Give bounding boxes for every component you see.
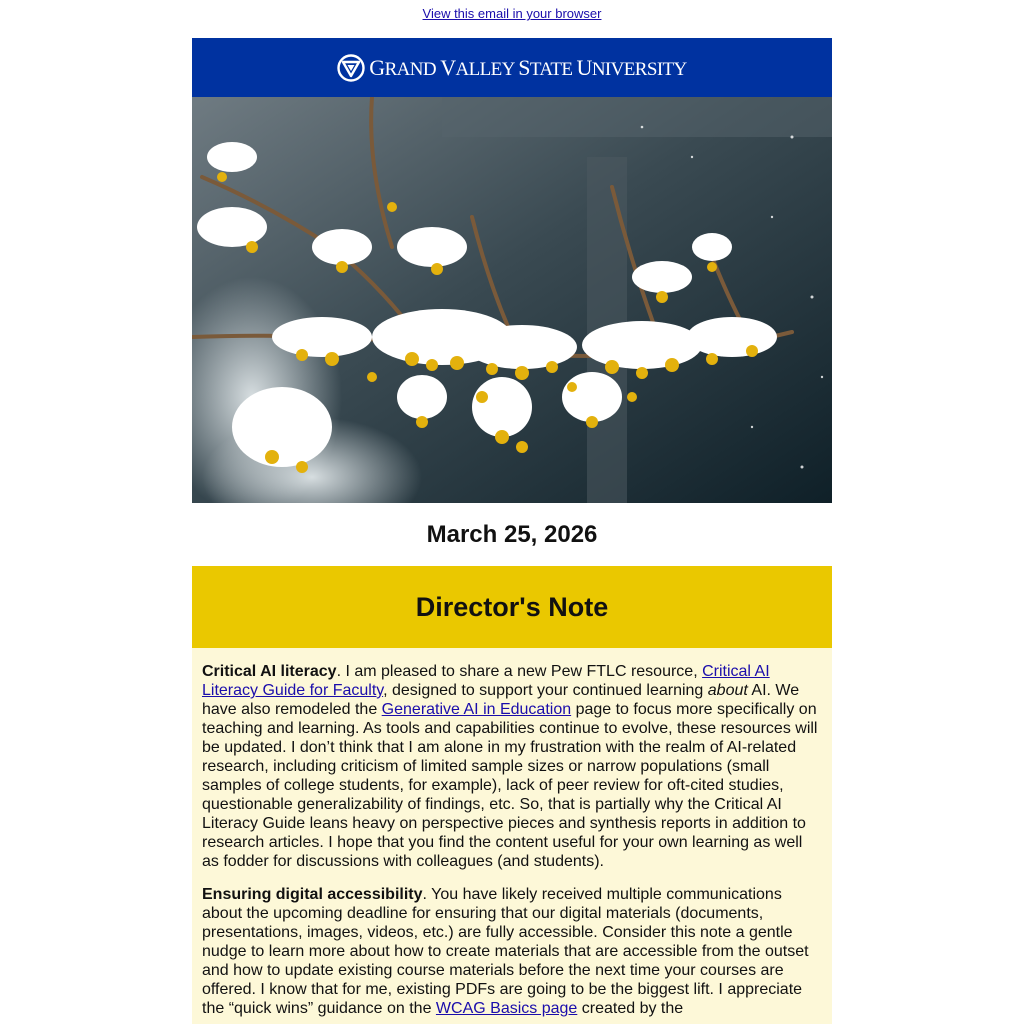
para-heading: Ensuring digital accessibility bbox=[202, 886, 423, 903]
para-text: created by the bbox=[577, 1000, 684, 1017]
issue-date: March 25, 2026 bbox=[426, 521, 598, 548]
para-heading: Critical AI literacy bbox=[202, 663, 337, 680]
para-text: . I am pleased to share a new Pew FTLC resource, bbox=[336, 663, 703, 680]
directors-note-body bbox=[192, 648, 832, 1024]
hero-image bbox=[192, 97, 832, 503]
email-header bbox=[192, 38, 832, 97]
snowy-blossom-photo bbox=[192, 97, 832, 503]
section-title: Director's Note bbox=[415, 591, 609, 622]
paragraph-accessibility bbox=[202, 885, 822, 1018]
gvsu-logo[interactable] bbox=[337, 54, 686, 82]
section-banner bbox=[192, 566, 832, 648]
gvsu-logo-icon bbox=[337, 54, 365, 82]
view-in-browser-row bbox=[0, 6, 1024, 21]
para-text: page to focus more specifically on teaching and learning. As tools and capabilities continue to evolve, these resources will be updated. I don’t think that I am alone in my frustration with the realm of AI-related research, including criticism of limited sample sizes or narrow populations (small samples of college students, for example), lack of peer review for oft-cited studies, questionable generalizability of findings, etc. So, that is partially why the Critical AI Literacy Guide leans heavy on perspective pieces and synthesis reports in addition to research articles. I hope that you find the content useful for your own learning as well as fodder for discussions with colleagues (and students). bbox=[202, 701, 818, 870]
view-in-browser-link[interactable]: View this email in your browser bbox=[422, 6, 602, 21]
para-text: . You have likely received multiple communications about the upcoming deadline for ensuring that our digital materials (documents, presentations, images, videos, etc.) are fully accessible. Consider this note a gentle nudge to learn more about how to create materials that are accessible from the outset and how to update existing course materials before the next time your courses are offered. I know that for me, existing PDFs are going to be the biggest lift. I appreciate the “quick wins” guidance on the bbox=[202, 886, 809, 1017]
wcag-basics-link[interactable]: WCAG Basics page bbox=[435, 1000, 578, 1017]
generative-ai-link[interactable]: Generative AI in Education bbox=[381, 701, 572, 718]
gvsu-logo-text: GRAND VALLEY STATE UNIVERSITY bbox=[369, 54, 687, 80]
paragraph-critical-ai bbox=[202, 662, 822, 871]
para-text: , designed to support your continued learning bbox=[383, 682, 708, 699]
para-text: AI. We have also remodeled the bbox=[202, 682, 800, 718]
para-emphasis: about bbox=[707, 682, 748, 699]
critical-ai-guide-link[interactable]: Critical AI Literacy Guide for Faculty bbox=[202, 663, 770, 699]
